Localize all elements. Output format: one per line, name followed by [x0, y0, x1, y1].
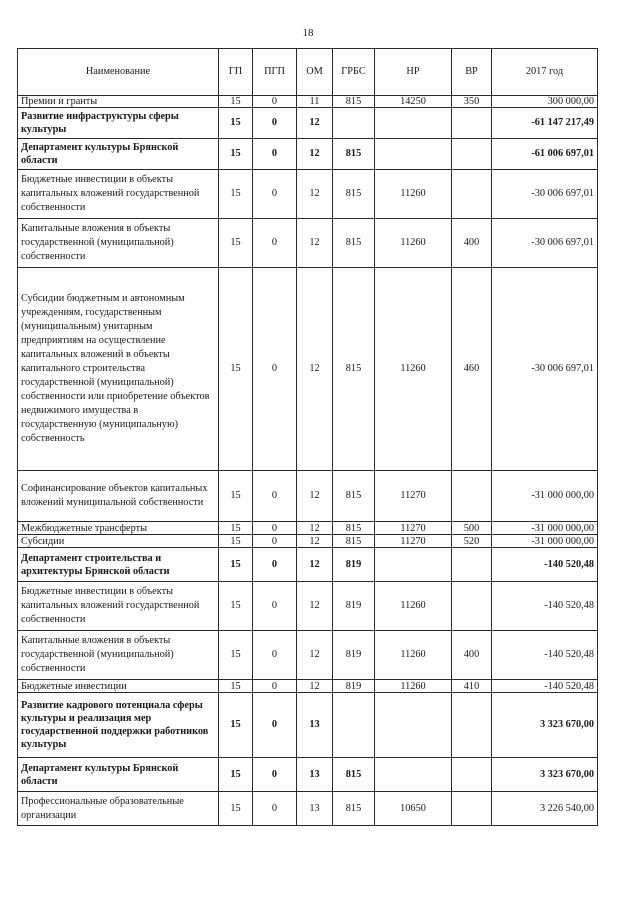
- row-name: Премии и гранты: [18, 96, 219, 108]
- row-name: Профессиональные образовательные организации: [18, 792, 219, 826]
- row-grbs: [333, 108, 375, 139]
- row-name: Капитальные вложения в объекты государственной (муниципальной) собственности: [18, 631, 219, 680]
- table-row: [18, 471, 598, 522]
- row-name: Департамент культуры Брянской области: [18, 139, 219, 170]
- row-nr: 11260: [375, 680, 452, 693]
- table-row: [18, 631, 598, 680]
- row-gp: 15: [219, 268, 253, 471]
- row-grbs: 819: [333, 582, 375, 631]
- row-amount: -61 006 697,01: [492, 139, 598, 170]
- row-om: 12: [297, 170, 333, 219]
- row-pgp: 0: [253, 268, 297, 471]
- header-pgp: ПГП: [253, 49, 297, 96]
- row-om: 12: [297, 139, 333, 170]
- row-vr: [452, 582, 492, 631]
- row-gp: 15: [219, 631, 253, 680]
- row-name: Департамент культуры Брянской области: [18, 758, 219, 792]
- row-om: 12: [297, 471, 333, 522]
- row-nr: [375, 139, 452, 170]
- table-row: [18, 139, 598, 170]
- row-pgp: 0: [253, 219, 297, 268]
- row-gp: 15: [219, 758, 253, 792]
- row-grbs: 815: [333, 219, 375, 268]
- row-pgp: 0: [253, 792, 297, 826]
- row-nr: 11270: [375, 522, 452, 535]
- row-name: Софинансирование объектов капитальных вложений муниципальной собственности: [18, 471, 219, 522]
- row-om: 12: [297, 219, 333, 268]
- row-pgp: 0: [253, 170, 297, 219]
- row-amount: -31 000 000,00: [492, 471, 598, 522]
- row-gp: 15: [219, 548, 253, 582]
- table-row: [18, 582, 598, 631]
- table-row: [18, 108, 598, 139]
- row-amount: -140 520,48: [492, 548, 598, 582]
- row-name: Департамент строительства и архитектуры Брянской области: [18, 548, 219, 582]
- budget-table: [17, 48, 598, 826]
- row-amount: 3 323 670,00: [492, 693, 598, 758]
- row-amount: 3 323 670,00: [492, 758, 598, 792]
- row-pgp: 0: [253, 471, 297, 522]
- row-vr: 350: [452, 96, 492, 108]
- row-pgp: 0: [253, 548, 297, 582]
- row-nr: 11260: [375, 582, 452, 631]
- row-pgp: 0: [253, 758, 297, 792]
- table-row: [18, 792, 598, 826]
- row-name: Бюджетные инвестиции в объекты капитальных вложений государственной собственности: [18, 582, 219, 631]
- row-nr: 11260: [375, 631, 452, 680]
- row-nr: 11260: [375, 268, 452, 471]
- header-amount: 2017 год: [492, 49, 598, 96]
- table-row: [18, 548, 598, 582]
- row-grbs: 819: [333, 680, 375, 693]
- row-amount: -140 520,48: [492, 680, 598, 693]
- row-grbs: 815: [333, 758, 375, 792]
- row-om: 12: [297, 268, 333, 471]
- row-om: 12: [297, 680, 333, 693]
- row-pgp: 0: [253, 693, 297, 758]
- row-gp: 15: [219, 693, 253, 758]
- row-om: 12: [297, 631, 333, 680]
- row-vr: [452, 108, 492, 139]
- row-grbs: 815: [333, 471, 375, 522]
- row-nr: [375, 108, 452, 139]
- table-row: [18, 219, 598, 268]
- row-gp: 15: [219, 680, 253, 693]
- row-grbs: 819: [333, 548, 375, 582]
- row-gp: 15: [219, 139, 253, 170]
- row-nr: 14250: [375, 96, 452, 108]
- row-vr: 400: [452, 219, 492, 268]
- row-amount: -140 520,48: [492, 582, 598, 631]
- row-nr: 10650: [375, 792, 452, 826]
- row-name: Субсидии: [18, 535, 219, 548]
- row-vr: [452, 170, 492, 219]
- page-number: 18: [302, 27, 314, 39]
- table-row: [18, 96, 598, 108]
- table-row: [18, 693, 598, 758]
- row-name: Субсидии бюджетным и автономным учреждениям, государственным (муниципальным) унитарным предприятиям на осуществление капитальных вложений в объекты капитального строительства государственной (муниципальной) собственности или приобретение объектов недвижимого имущества в государственную (муниципальную) собственность: [18, 268, 219, 471]
- header-gp: ГП: [219, 49, 253, 96]
- row-pgp: 0: [253, 96, 297, 108]
- row-amount: 3 226 540,00: [492, 792, 598, 826]
- row-vr: [452, 758, 492, 792]
- row-amount: -31 000 000,00: [492, 522, 598, 535]
- row-gp: 15: [219, 522, 253, 535]
- row-om: 12: [297, 582, 333, 631]
- row-om: 12: [297, 548, 333, 582]
- row-vr: [452, 471, 492, 522]
- row-gp: 15: [219, 471, 253, 522]
- row-pgp: 0: [253, 582, 297, 631]
- row-gp: 15: [219, 535, 253, 548]
- row-grbs: 815: [333, 268, 375, 471]
- header-om: ОМ: [297, 49, 333, 96]
- row-nr: 11260: [375, 219, 452, 268]
- row-vr: [452, 139, 492, 170]
- row-name: Развитие кадрового потенциала сферы культуры и реализация мер государственной поддержки работников культуры: [18, 693, 219, 758]
- row-vr: 400: [452, 631, 492, 680]
- row-gp: 15: [219, 96, 253, 108]
- row-vr: [452, 548, 492, 582]
- row-amount: -31 000 000,00: [492, 535, 598, 548]
- row-pgp: 0: [253, 522, 297, 535]
- row-grbs: 819: [333, 631, 375, 680]
- row-grbs: 815: [333, 792, 375, 826]
- row-amount: -30 006 697,01: [492, 268, 598, 471]
- row-amount: -140 520,48: [492, 631, 598, 680]
- row-vr: 500: [452, 522, 492, 535]
- row-vr: [452, 693, 492, 758]
- row-grbs: 815: [333, 535, 375, 548]
- row-nr: 11260: [375, 170, 452, 219]
- row-nr: [375, 548, 452, 582]
- row-grbs: 815: [333, 139, 375, 170]
- row-grbs: 815: [333, 522, 375, 535]
- row-grbs: 815: [333, 170, 375, 219]
- row-pgp: 0: [253, 680, 297, 693]
- table-row: [18, 522, 598, 535]
- row-gp: 15: [219, 792, 253, 826]
- row-nr: [375, 693, 452, 758]
- row-om: 11: [297, 96, 333, 108]
- row-nr: 11270: [375, 471, 452, 522]
- row-amount: -30 006 697,01: [492, 170, 598, 219]
- table-row: [18, 268, 598, 471]
- row-pgp: 0: [253, 139, 297, 170]
- table-row: [18, 535, 598, 548]
- row-gp: 15: [219, 582, 253, 631]
- row-pgp: 0: [253, 535, 297, 548]
- row-om: 12: [297, 522, 333, 535]
- header-grbs: ГРБС: [333, 49, 375, 96]
- row-om: 12: [297, 108, 333, 139]
- row-gp: 15: [219, 108, 253, 139]
- table-body: [18, 96, 598, 826]
- header-row: [18, 49, 598, 96]
- row-vr: [452, 792, 492, 826]
- row-pgp: 0: [253, 631, 297, 680]
- row-grbs: [333, 693, 375, 758]
- row-om: 13: [297, 758, 333, 792]
- row-name: Бюджетные инвестиции: [18, 680, 219, 693]
- header-name: Наименование: [18, 49, 219, 96]
- row-name: Межбюджетные трансферты: [18, 522, 219, 535]
- table-row: [18, 758, 598, 792]
- row-name: Бюджетные инвестиции в объекты капитальных вложений государственной собственности: [18, 170, 219, 219]
- header-vr: ВР: [452, 49, 492, 96]
- row-grbs: 815: [333, 96, 375, 108]
- row-gp: 15: [219, 170, 253, 219]
- header-nr: НР: [375, 49, 452, 96]
- row-om: 13: [297, 693, 333, 758]
- table-header: [18, 49, 598, 96]
- row-amount: -30 006 697,01: [492, 219, 598, 268]
- row-amount: -61 147 217,49: [492, 108, 598, 139]
- row-om: 13: [297, 792, 333, 826]
- table-row: [18, 170, 598, 219]
- row-name: Капитальные вложения в объекты государственной (муниципальной) собственности: [18, 219, 219, 268]
- row-vr: 520: [452, 535, 492, 548]
- row-nr: [375, 758, 452, 792]
- row-vr: 410: [452, 680, 492, 693]
- row-om: 12: [297, 535, 333, 548]
- table-row: [18, 680, 598, 693]
- row-nr: 11270: [375, 535, 452, 548]
- row-pgp: 0: [253, 108, 297, 139]
- row-gp: 15: [219, 219, 253, 268]
- row-vr: 460: [452, 268, 492, 471]
- row-amount: 300 000,00: [492, 96, 598, 108]
- row-name: Развитие инфраструктуры сферы культуры: [18, 108, 219, 139]
